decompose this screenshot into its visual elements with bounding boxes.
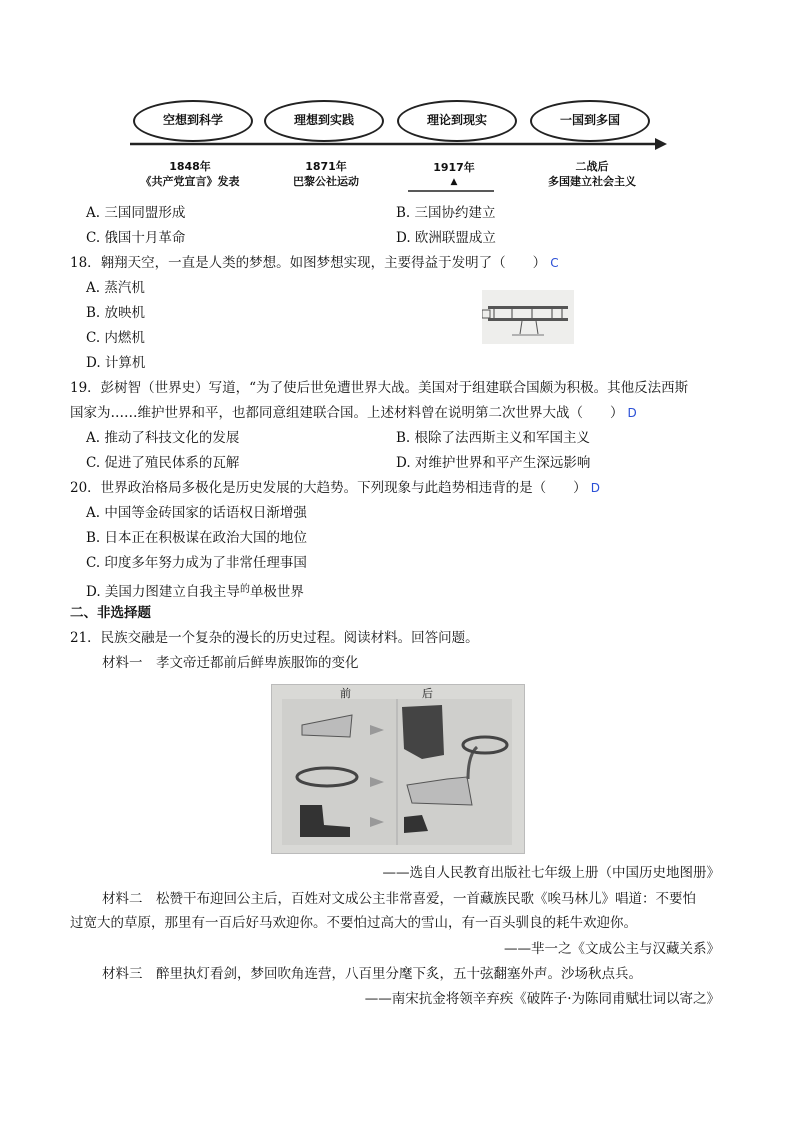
q20-option-c: C. 印度多年努力成为了非常任理事国 xyxy=(86,555,307,571)
q21-material1-title: 材料一 孝文帝迁都前后鲜卑族服饰的变化 xyxy=(102,655,359,671)
q18-option-a: A. 蒸汽机 xyxy=(86,280,145,296)
timeline-node-2: 理想到实践 xyxy=(264,100,384,142)
q21-material3-source: ——南宋抗金将领辛弃疾《破阵子·为陈同甫赋壮词以寄之》 xyxy=(364,991,720,1007)
timeline-node-3: 理论到现实 xyxy=(397,100,517,142)
q20-option-d-text: D. 美国力图建立自我主导 xyxy=(86,584,240,600)
airplane-photo xyxy=(482,290,574,344)
timeline-label-1917: 1917年 ▲ xyxy=(433,161,475,187)
q21-material2-source: ——芈一之《文成公主与汉藏关系》 xyxy=(504,941,720,957)
q20-option-d xyxy=(86,581,304,601)
q21-stem: 21．民族交融是一个复杂的漫长的历史过程。阅读材料。回答问题。 xyxy=(70,630,479,646)
q20-stem xyxy=(70,479,600,497)
q21-material3-line1: 材料三 醉里执灯看剑，梦回吹角连营，八百里分麾下炙，五十弦翻塞外声。沙场秋点兵。 xyxy=(102,966,642,982)
q21-material2-line2: 过宽大的草原，那里有一百后好马欢迎你。不要怕过高大的雪山，有一百头驯良的耗牛欢迎你。 xyxy=(70,915,637,931)
q19-stem-line2-text: 国家为……维护世界和平，也都同意组建联合国。上述材料曾在说明第二次世界大战（ ） xyxy=(70,405,624,421)
q18-stem xyxy=(70,254,559,272)
clothing-illustration xyxy=(272,685,524,853)
q21-material2-line1: 材料二 松赞干布迎回公主后，百姓对文成公主非常喜爱，一首藏族民歌《唉马林儿》唱道：不要怕 xyxy=(102,891,696,907)
q20-option-a: A. 中国等金砖国家的话语权日渐增强 xyxy=(86,505,307,521)
q18-option-d: D. 计算机 xyxy=(86,355,146,371)
q19-option-b: B. 根除了法西斯主义和军国主义 xyxy=(396,430,591,446)
q19-option-a: A. 推动了科技文化的发展 xyxy=(86,430,240,446)
q19-option-d: D. 对维护世界和平产生深远影响 xyxy=(396,455,591,471)
q21-material1-source: ——选自人民教育出版社七年级上册（中国历史地图册》 xyxy=(382,865,720,881)
biplane-icon xyxy=(482,290,574,344)
q17-option-c: C. 俄国十月革命 xyxy=(86,230,186,246)
q17-option-b: B. 三国协约建立 xyxy=(396,205,496,221)
timeline-label-1848: 1848年 《共产党宣言》发表 xyxy=(140,160,240,188)
q20-option-d-tail: 单极世界 xyxy=(249,584,304,600)
q20-option-d-small: 的 xyxy=(239,584,250,595)
q17-option-d: D. 欧洲联盟成立 xyxy=(396,230,496,246)
q17-option-a: A. 三国同盟形成 xyxy=(86,205,186,221)
q18-option-b: B. 放映机 xyxy=(86,305,146,321)
timeline-node-4: 一国到多国 xyxy=(530,100,650,142)
timeline-node-1: 空想到科学 xyxy=(133,100,253,142)
q19-answer: D xyxy=(627,406,637,420)
q20-option-b: B. 日本正在积极谋在政治大国的地位 xyxy=(86,530,308,546)
timeline-label-1871: 1871年 巴黎公社运动 xyxy=(293,160,359,188)
q18-answer: C xyxy=(550,256,559,270)
q19-stem-line2 xyxy=(70,404,637,422)
timeline-label-postwar: 二战后 多国建立社会主义 xyxy=(548,160,636,188)
image-label-before: 前 xyxy=(340,687,351,700)
q20-stem-text: 20．世界政治格局多极化是历史发展的大趋势。下列现象与此趋势相违背的是（ ） xyxy=(70,480,587,496)
q20-answer: D xyxy=(590,481,600,495)
section-title: 二、非选择题 xyxy=(70,605,151,621)
q19-stem-line1: 19．彭树智（世界史）写道，“为了使后世免遭世界大战。美国对于组建联合国颇为积极。其他反法西斯 xyxy=(70,380,689,396)
q19-option-c: C. 促进了殖民体系的瓦解 xyxy=(86,455,240,471)
xianbei-clothing-photo xyxy=(271,684,525,854)
q18-stem-text: 18．翱翔天空，一直是人类的梦想。如图梦想实现，主要得益于发明了（ ） xyxy=(70,255,547,271)
q18-option-c: C. 内燃机 xyxy=(86,330,145,346)
image-label-after: 后 xyxy=(422,687,433,700)
